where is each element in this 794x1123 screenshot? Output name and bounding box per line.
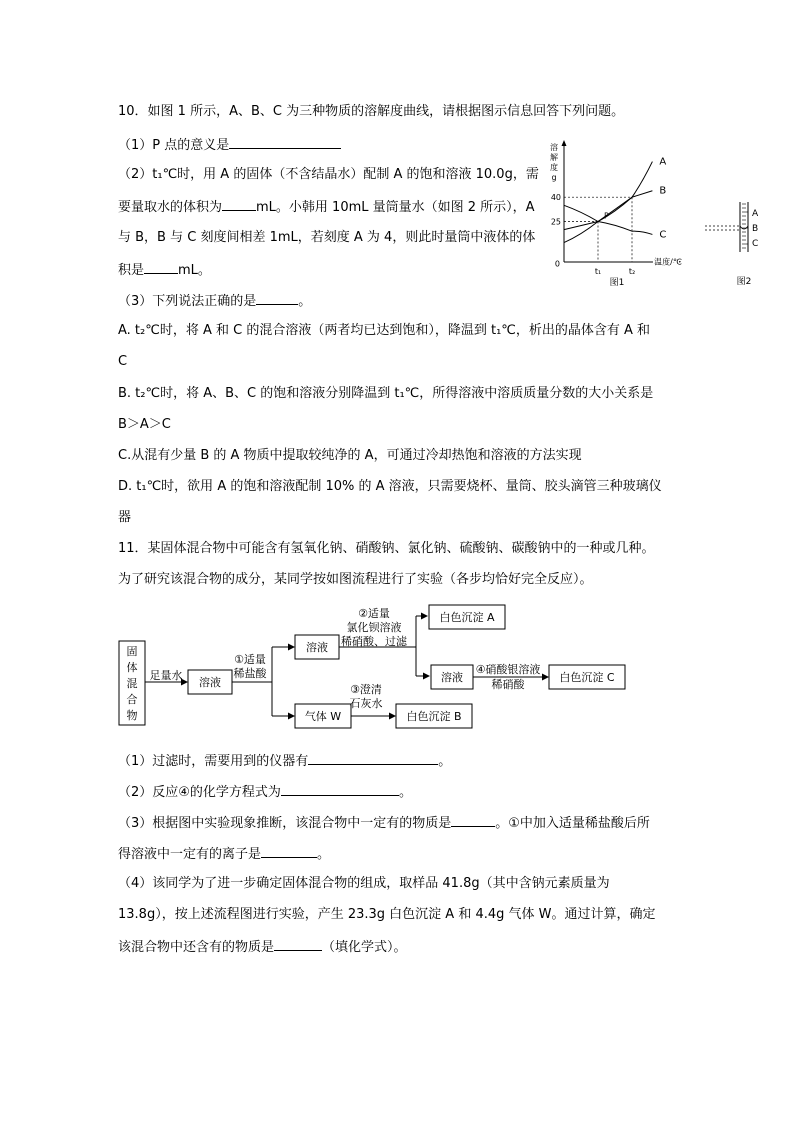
label-step3-b: 石灰水 [349,697,383,710]
q11-part4-line2: 13.8g），按上述流程图进行实验，产生 23.3g 白色沉淀 A 和 4.4g 气体 W。通过计算，确定 [118,907,656,922]
q10-part1 [118,136,341,154]
cylinder-label-a: A [752,209,759,219]
q11-part4-text-b: （填化学式）。 [322,940,407,955]
label-step2-c: 稀硝酸、过滤 [341,635,407,648]
q11-part2-text: （2）反应④的化学方程式为 [118,785,281,800]
label-step2-b: 氯化钡溶液 [346,621,402,634]
label-step1-a: ①适量 [234,653,266,666]
q10-part3 [118,292,311,310]
solid-char-2: 体 [126,661,138,674]
precipitate-b-label: 白色沉淀 B [406,710,462,723]
q10-part3-end: 。 [298,294,312,309]
q11-stem-line2: 为了研究该混合物的成分，某同学按如图流程进行了实验（各步均恰好完全反应）。 [118,572,593,587]
q11-part2 [118,783,412,801]
label-water: 足量水 [149,669,183,682]
q11-part4-line1: （4）该同学为了进一步确定固体混合物的组成，取样品 41.8g（其中含钠元素质量为 [118,876,610,891]
solid-char-3: 混 [126,677,138,690]
x-tick-label: t₂ [628,267,636,276]
chart-y-axis-arrow [562,140,567,146]
q11-part2-end: 。 [398,785,412,800]
label-step2-a: ②适量 [358,607,390,620]
cylinder-label-c: C [752,239,759,249]
answer-blank-p-meaning[interactable] [229,136,341,149]
q10-part2-text-d: mL。 [178,263,211,278]
q10-part3-text: （3）下列说法正确的是 [118,294,257,309]
y-tick-label: 40 [550,193,561,203]
label-step1-b: 稀盐酸 [233,667,267,680]
chart-y-axis-label [550,142,558,182]
label-step4-b: 稀硝酸 [491,678,525,691]
q11-part3-text-a: （3）根据图中实验现象推断，该混合物中一定有的物质是 [118,816,452,831]
option-d-line2: 器 [118,510,132,525]
q10-stem: 10．如图 1 所示，A、B、C 为三种物质的溶解度曲线，请根据图示信息回答下列问题。 [118,104,625,119]
label-step3-a: ③澄清 [350,683,382,696]
answer-blank-formula[interactable] [274,938,322,951]
option-d-line1: D. t₁℃时，欲用 A 的饱和溶液配制 10% 的 A 溶液，只需要烧杯、量筒、胶头滴管三种玻璃仪 [118,479,662,494]
experiment-flowchart [112,603,642,733]
solid-char-5: 物 [126,709,138,722]
figure1-caption: 图1 [609,278,625,288]
option-b-line2: B＞A＞C [118,417,171,432]
chart-ylabel-char: g [551,173,557,182]
q10-part2-text-b: mL。小韩用 10mL 量筒量水（如图 2 所示），A [256,200,535,215]
label-step4-a: ④硝酸银溶液 [475,663,541,676]
q11-part3-text-c: 得溶液中一定有的离子是 [118,847,262,862]
q11-part3-end: 。 [317,847,331,862]
series-c-label: C [659,229,667,241]
series-a-label: A [659,156,667,168]
q10-part2-text-a: 要量取水的体积为 [118,200,223,215]
precipitate-c-label: 白色沉淀 C [559,671,615,684]
graduated-cylinder [705,202,759,252]
chart-origin-label: 0 [554,259,560,269]
option-a-line1: A. t₂℃时，将 A 和 C 的混合溶液（两者均已达到饱和），降温到 t₁℃，析出的晶体含有 A 和 [118,323,651,338]
q11-part1 [118,752,451,770]
chart-ylabel-char: 度 [550,163,558,172]
q11-part3-line1 [118,814,650,832]
chart-x-axis-label: 温度/℃ [654,257,682,267]
q10-part2-line4 [118,261,211,279]
series-a-curve [564,162,652,243]
answer-blank-instruments[interactable] [308,752,438,765]
solution-label-1: 溶液 [199,676,221,689]
solubility-chart [544,140,704,290]
q10-part2-line3: 与 B，B 与 C 刻度间相差 1mL，若刻度 A 为 4，则此时量筒中液体的体 [118,230,536,245]
cylinder-label-b: B [752,224,759,234]
answer-blank-correct-option[interactable] [256,292,298,305]
x-tick-label: t₁ [594,267,602,276]
q11-part1-text: （1）过滤时，需要用到的仪器有 [118,754,309,769]
answer-blank-ions[interactable] [261,845,317,858]
series-b-label: B [659,185,667,197]
q10-part1-text: （1）P 点的意义是 [118,138,230,153]
q10-part2-text-c: 积是 [118,263,145,278]
y-tick-label: 25 [550,217,561,227]
answer-blank-substance[interactable] [451,814,495,827]
solution-label-2: 溶液 [306,641,328,654]
figure2-caption: 图2 [736,277,752,287]
chart-ylabel-char: 解 [550,153,558,162]
q11-part1-end: 。 [438,754,452,769]
q10-part2-line2 [118,198,535,216]
answer-blank-liquid-volume[interactable] [144,261,178,274]
option-a-line2: C [118,354,128,369]
gas-w-label: 气体 W [304,710,342,723]
graduated-cylinder-figure [700,196,770,288]
answer-blank-water-volume[interactable] [222,198,256,211]
solid-char-4: 合 [126,693,138,706]
q11-stem-line1: 11．某固体混合物中可能含有氢氧化钠、硝酸钠、氯化钠、硫酸钠、碳酸钠中的一种或几种。 [118,541,655,556]
meniscus [740,226,748,229]
q10-part2-line1: （2）t₁℃时，用 A 的固体（不含结晶水）配制 A 的饱和溶液 10.0g，需 [118,167,539,182]
precipitate-a-label: 白色沉淀 A [439,611,495,624]
q11-part4-text-a: 该混合物中还含有的物质是 [118,940,275,955]
point-p-label: P [604,211,609,221]
solution-label-3: 溶液 [441,671,463,684]
chart-ylabel-char: 溶 [550,143,558,152]
solid-char-1: 固 [126,645,138,658]
q11-part4-line3 [118,938,407,956]
answer-blank-equation[interactable] [281,783,399,796]
option-b-line1: B. t₂℃时，将 A、B、C 的饱和溶液分别降温到 t₁℃，所得溶液中溶质质量分数的大小关系是 [118,386,654,401]
option-c: C.从混有少量 B 的 A 物质中提取较纯净的 A，可通过冷却热饱和溶液的方法实现 [118,448,582,463]
q11-part3-text-b: 。①中加入适量稀盐酸后所 [495,816,650,831]
q11-part3-line2 [118,845,330,863]
